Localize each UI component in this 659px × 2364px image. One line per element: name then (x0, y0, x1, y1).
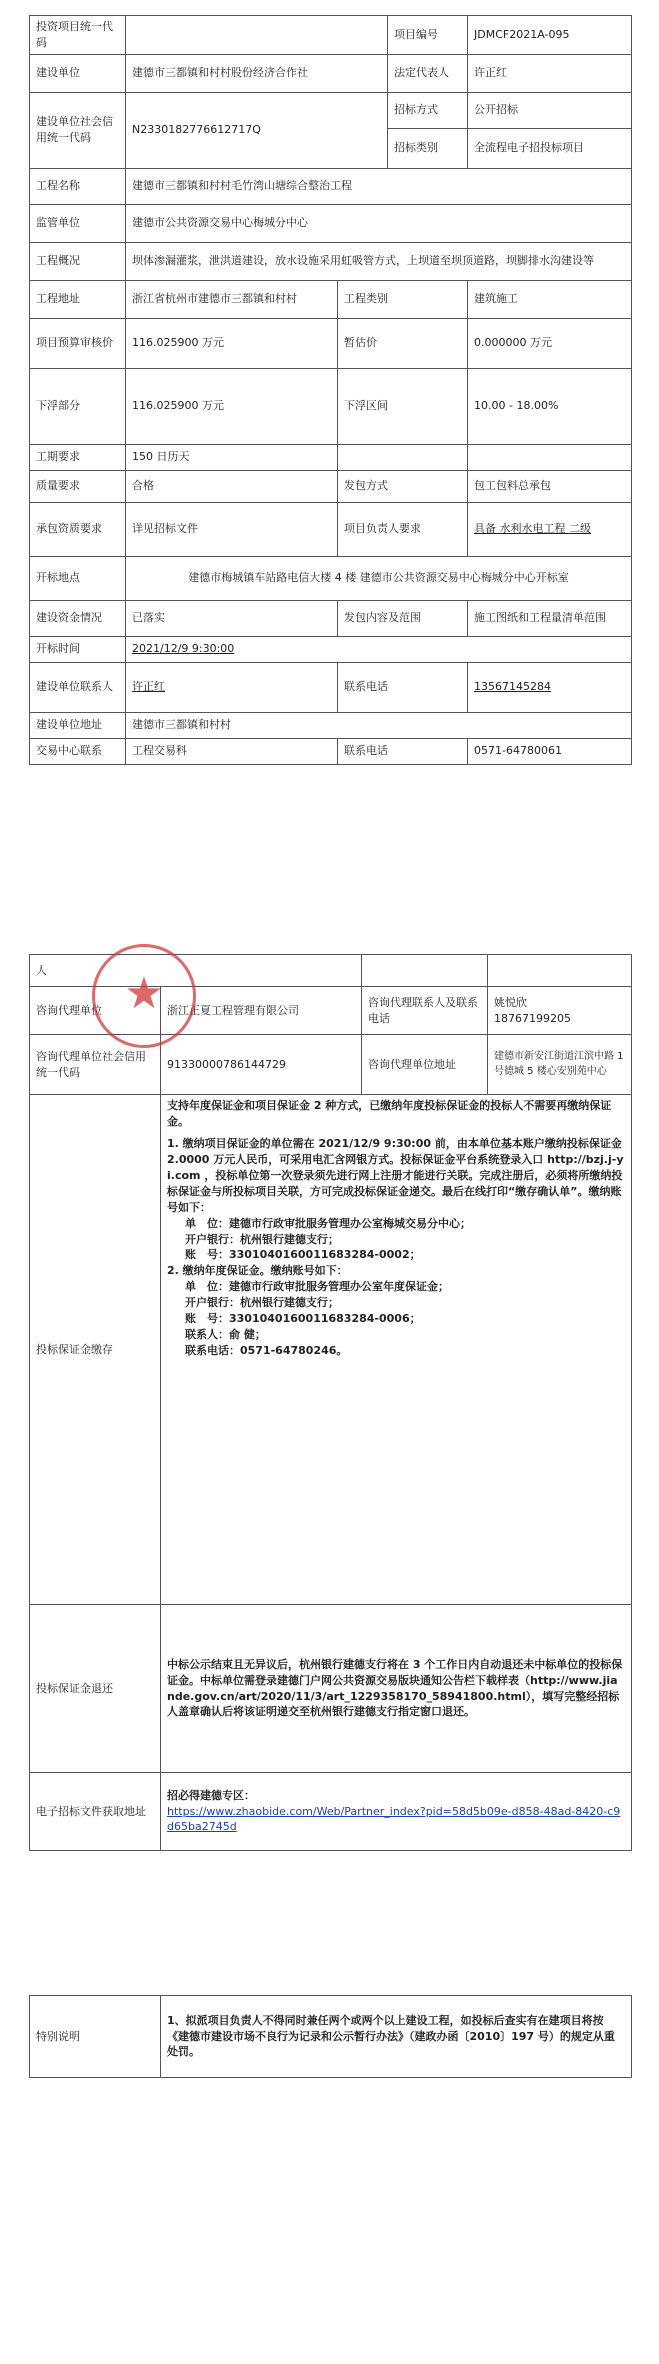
trade-contact-value: 工程交易科 (126, 738, 338, 764)
deposit-intro: 支持年度保证金和项目保证金 2 种方式，已缴纳年度投标保证金的投标人不需要再缴纳保证金。 (167, 1099, 612, 1128)
special-value: 1、拟派项目负责人不得同时兼任两个或两个以上建设工程，如投标后查实有在建项目将按《建德市建设市场不良行为记录和公示暂行办法》（建政办函〔2010〕197 号）的规定从重处罚。 (161, 1996, 632, 2078)
budget-value: 116.025900 万元 (126, 318, 338, 368)
qualification-value: 详见招标文件 (126, 502, 338, 556)
type-label: 工程类别 (338, 280, 468, 318)
budget-label: 项目预算审核价 (30, 318, 126, 368)
legal-rep-label: 法定代表人 (388, 54, 468, 92)
trade-phone-value: 0571-64780061 (468, 738, 632, 764)
contact-label: 建设单位联系人 (30, 662, 126, 712)
quality-label: 质量要求 (30, 470, 126, 502)
continued-cell: 人 (30, 955, 362, 987)
efile-cell (161, 1773, 632, 1851)
bid-method-value: 公开招标 (468, 92, 632, 128)
efile-link[interactable]: https://www.zhaobide.com/Web/Partner_index?pid=58d5b09e-d858-48ad-8420-c9d65ba2745d (167, 1804, 621, 1834)
special-label: 特别说明 (30, 1996, 161, 2078)
bid-open-place-value: 建德市梅城镇车站路电信大楼 4 楼 建德市公共资源交易中心梅城分中心开标室 (126, 556, 632, 600)
deposit-item1-unit: 单 位：建德市行政审批服务管理办公室梅城交易分中心； (185, 1216, 471, 1230)
deposit-item2-person: 联系人：俞 健； (185, 1328, 266, 1342)
refund-value: 中标公示结束且无异议后，杭州银行建德支行将在 3 个工作日内自动退还未中标单位的投标保证金。中标单位需登录建德门户网公共资源交易版块通知公告栏下载样表（http://www.jiande.gov.cn/art/2020/11/3/art_1229358170_58941800.html），填写完整经招标人盖章确认后将该证明递交至杭州银行建德支行指定窗口退还。 (161, 1605, 632, 1773)
refund-label: 投标保证金退还 (30, 1605, 161, 1773)
pm-label: 项目负责人要求 (338, 502, 468, 556)
contract-method-value: 包工包料总承包 (468, 470, 632, 502)
pm-value: 具备 水利水电工程 二级 (468, 502, 632, 556)
bid-category-value: 全流程电子招投标项目 (468, 128, 632, 168)
consult-credit-value: 91330000786144729 (161, 1035, 362, 1095)
funds-label: 建设资金情况 (30, 600, 126, 636)
efile-label: 电子招标文件获取地址 (30, 1773, 161, 1851)
consult-unit-value: 浙江正夏工程管理有限公司 (161, 987, 362, 1035)
phone-value: 13567145284 (468, 662, 632, 712)
scope-value: 施工图纸和工程量清单范围 (468, 600, 632, 636)
consult-contact-phone: 18767199205 (494, 1011, 571, 1025)
deposit-content (161, 1095, 632, 1605)
contract-method-label: 发包方式 (338, 470, 468, 502)
supervisor-label: 监管单位 (30, 204, 126, 242)
deposit-item2-bank: 开户银行：杭州银行建德支行； (185, 1296, 339, 1310)
qualification-label: 承包资质要求 (30, 502, 126, 556)
consult-addr-label: 咨询代理单位地址 (362, 1035, 488, 1095)
duration-value: 150 日历天 (126, 444, 338, 470)
deposit-item2-phone: 联系电话：0571-64780246。 (185, 1344, 348, 1358)
provisional-value: 0.000000 万元 (468, 318, 632, 368)
seal-star-icon: ★ (124, 968, 164, 1020)
legal-rep-value: 许正红 (468, 54, 632, 92)
type-value: 建筑施工 (468, 280, 632, 318)
consult-contact-label: 咨询代理联系人及联系电话 (362, 987, 488, 1035)
consult-deposit-table (29, 954, 632, 1851)
credit-code-value: N2330182776612717Q (126, 92, 388, 168)
open-time-value: 2021/12/9 9:30:00 (126, 636, 632, 662)
deposit-item2-unit: 单 位：建德市行政审批服务管理办公室年度保证金； (185, 1280, 449, 1294)
tender-info-table (29, 15, 632, 765)
deposit-item1-bank: 开户银行：杭州银行建德支行； (185, 1232, 339, 1246)
company-seal (92, 944, 196, 1048)
consult-contact-name: 姚悦欣 (494, 995, 527, 1009)
project-name-label: 工程名称 (30, 168, 126, 204)
trade-phone-label: 联系电话 (338, 738, 468, 764)
float-label: 下浮部分 (30, 368, 126, 444)
credit-code-label: 建设单位社会信用统一代码 (30, 92, 126, 168)
address-label: 工程地址 (30, 280, 126, 318)
project-code-label: 投资项目统一代码 (30, 16, 126, 55)
bid-method-label: 招标方式 (388, 92, 468, 128)
bid-category-label: 招标类别 (388, 128, 468, 168)
item-no-value: JDMCF2021A-095 (468, 16, 632, 55)
scope-label: 发包内容及范围 (338, 600, 468, 636)
special-notes-table (29, 1995, 632, 2078)
duration-label: 工期要求 (30, 444, 126, 470)
builder-value: 建德市三都镇和村村股份经济合作社 (126, 54, 388, 92)
builder-addr-value: 建德市三都镇和村村 (126, 712, 632, 738)
builder-addr-label: 建设单位地址 (30, 712, 126, 738)
deposit-item1: 1. 缴纳项目保证金的单位需在 2021/12/9 9:30:00 前，由本单位基本账户缴纳投标保证金 2.0000 万元人民币，可采用电汇含网银方式。投标保证金平台系统登录入口 http://bzj.j-yi.com ，投标单位第一次登录须先进行网上注册才能进行关联。完成注册后，必须将所缴纳投标保证金与所投标项目关联，方可完成投标保证金递交。最后在线打印“缴存确认单”。缴纳账号如下： (167, 1136, 624, 1214)
builder-label: 建设单位 (30, 54, 126, 92)
project-name-value: 建德市三都镇和村村毛竹湾山塘综合整治工程 (126, 168, 632, 204)
overview-label: 工程概况 (30, 242, 126, 280)
bid-open-place-label: 开标地点 (30, 556, 126, 600)
provisional-label: 暂估价 (338, 318, 468, 368)
deposit-item2-acct: 账 号：3301040160011683284-0006； (185, 1312, 421, 1326)
float-range-value: 10.00 - 18.00% (468, 368, 632, 444)
deposit-item2: 2. 缴纳年度保证金。缴纳账号如下： (167, 1264, 348, 1278)
address-value: 浙江省杭州市建德市三都镇和村村 (126, 280, 338, 318)
quality-value: 合格 (126, 470, 338, 502)
supervisor-value: 建德市公共资源交易中心梅城分中心 (126, 204, 632, 242)
project-code-value (126, 16, 388, 55)
float-range-label: 下浮区间 (338, 368, 468, 444)
consult-contact-cell (488, 987, 632, 1035)
efile-intro: 招必得建德专区： (167, 1788, 255, 1802)
trade-contact-label: 交易中心联系 (30, 738, 126, 764)
deposit-label: 投标保证金缴存 (30, 1095, 161, 1605)
deposit-item1-acct: 账 号：3301040160011683284-0002； (185, 1248, 421, 1262)
consult-addr-value: 建德市新安江街道江滨中路 1 号德城 5 楼心安别苑中心 (488, 1035, 632, 1095)
funds-value: 已落实 (126, 600, 338, 636)
item-no-label: 项目编号 (388, 16, 468, 55)
overview-value: 坝体渗漏灌浆，泄洪道建设，放水设施采用虹吸管方式，上坝道至坝顶道路，坝脚排水沟建设等 (126, 242, 632, 280)
phone-label: 联系电话 (338, 662, 468, 712)
consult-credit-label: 咨询代理单位社会信用统一代码 (30, 1035, 161, 1095)
consult-unit-label: 咨询代理单位 (30, 987, 161, 1035)
contact-value: 许正红 (126, 662, 338, 712)
open-time-label: 开标时间 (30, 636, 126, 662)
float-value: 116.025900 万元 (126, 368, 338, 444)
